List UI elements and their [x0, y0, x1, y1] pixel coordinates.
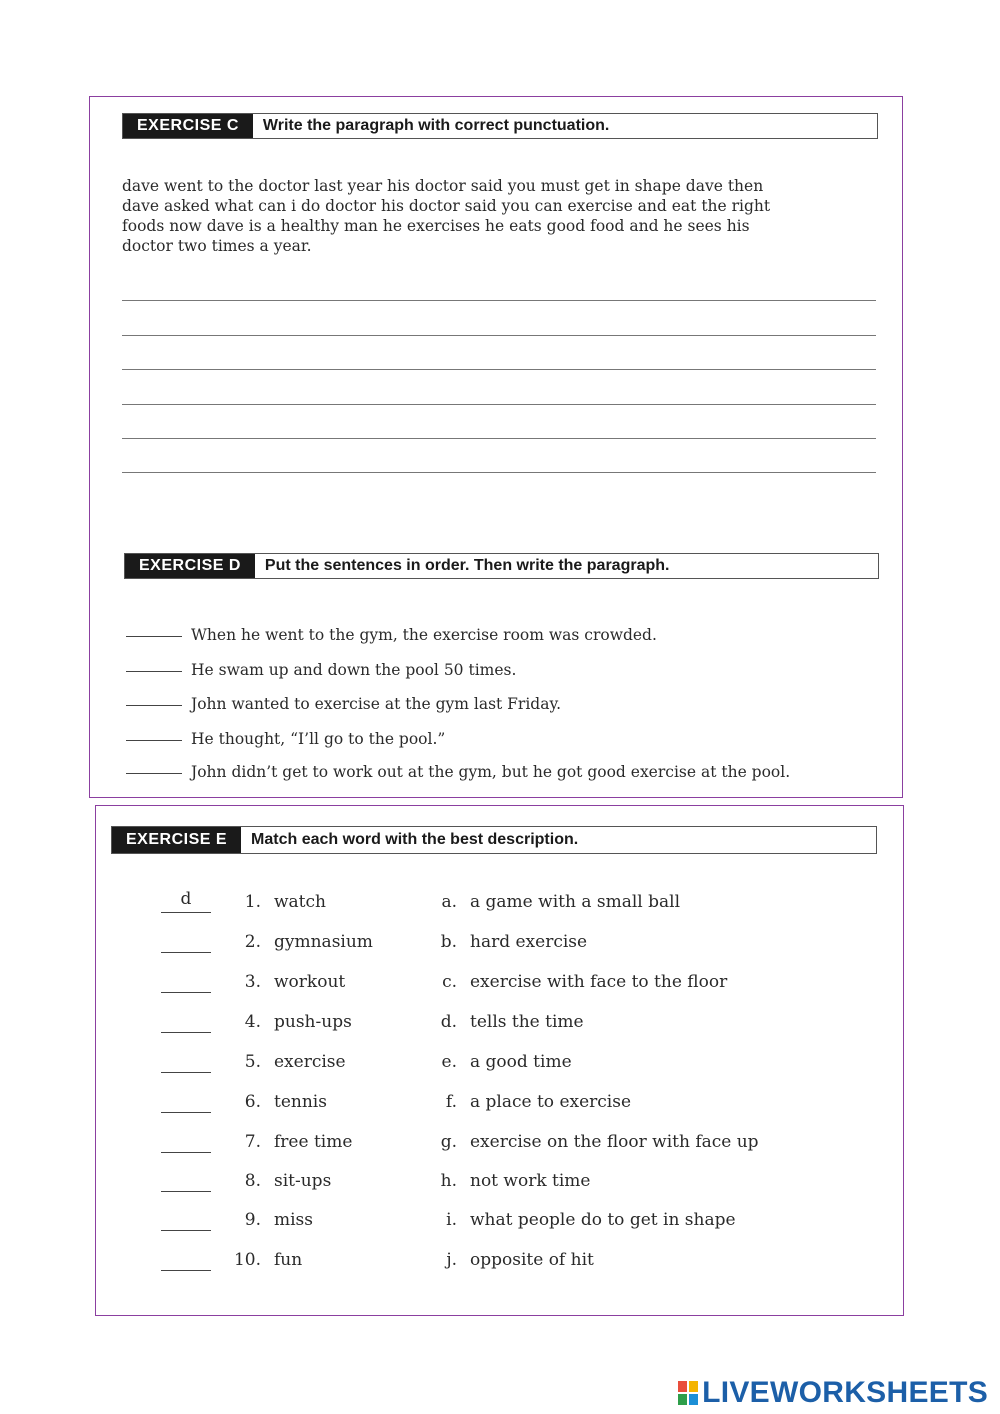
order-blank[interactable] — [126, 739, 182, 741]
match-row — [95, 1050, 895, 1078]
item-description: exercise on the floor with face up — [470, 1132, 759, 1152]
ordering-sentence — [126, 626, 657, 644]
answer-blank[interactable] — [161, 1208, 211, 1231]
sentence-text: He thought, “I’ll go to the pool.” — [191, 730, 446, 748]
desc-letter: a. — [441, 892, 457, 912]
item-number: 8. — [244, 1171, 261, 1191]
order-blank[interactable] — [126, 635, 182, 637]
sentence-text: He swam up and down the pool 50 times. — [191, 661, 517, 679]
paragraph-line: doctor two times a year. — [122, 237, 312, 255]
desc-letter: c. — [442, 972, 457, 992]
writing-line[interactable] — [122, 335, 876, 336]
match-row — [95, 1130, 895, 1158]
exercise-d-tag: EXERCISE D — [125, 554, 255, 578]
item-description: a place to exercise — [470, 1092, 632, 1112]
item-word: sit-ups — [274, 1171, 332, 1191]
item-word: miss — [274, 1210, 314, 1230]
writing-line[interactable] — [122, 438, 876, 439]
writing-line[interactable] — [122, 404, 876, 405]
answer-blank[interactable] — [161, 1090, 211, 1113]
sentence-text: John didn’t get to work out at the gym, but he got good exercise at the pool. — [191, 763, 791, 781]
sentence-text: John wanted to exercise at the gym last Friday. — [191, 695, 562, 713]
order-blank[interactable] — [126, 704, 182, 706]
match-row — [95, 930, 895, 958]
item-number: 5. — [244, 1052, 261, 1072]
match-row — [95, 890, 895, 918]
answer-blank[interactable] — [161, 1010, 211, 1033]
sentence-text: When he went to the gym, the exercise room was crowded. — [191, 626, 657, 644]
item-word: push-ups — [274, 1012, 352, 1032]
item-number: 1. — [244, 892, 261, 912]
liveworksheets-logo — [678, 1376, 988, 1410]
desc-letter: h. — [440, 1171, 457, 1191]
item-description: exercise with face to the floor — [470, 972, 728, 992]
match-row — [95, 1010, 895, 1038]
item-description: a good time — [470, 1052, 572, 1072]
order-blank[interactable] — [126, 772, 182, 774]
exercise-e-tag: EXERCISE E — [112, 827, 241, 853]
desc-letter: e. — [441, 1052, 457, 1072]
answer-blank[interactable] — [161, 1169, 211, 1192]
writing-line[interactable] — [122, 300, 876, 301]
item-description: not work time — [470, 1171, 591, 1191]
item-number: 2. — [244, 932, 261, 952]
item-description: what people do to get in shape — [470, 1210, 736, 1230]
ordering-sentence — [126, 695, 561, 713]
desc-letter: d. — [440, 1012, 457, 1032]
item-word: exercise — [274, 1052, 346, 1072]
item-description: a game with a small ball — [470, 892, 681, 912]
answer-blank[interactable]: d — [161, 890, 211, 913]
exercise-c-header — [122, 113, 878, 139]
item-word: fun — [274, 1250, 303, 1270]
desc-letter: f. — [445, 1092, 457, 1112]
desc-letter: g. — [440, 1132, 457, 1152]
answer-blank[interactable] — [161, 930, 211, 953]
item-number: 9. — [244, 1210, 261, 1230]
paragraph-line: dave asked what can i do doctor his doctor said you can exercise and eat the right — [122, 197, 771, 215]
item-number: 10. — [233, 1250, 261, 1270]
item-word: free time — [274, 1132, 353, 1152]
answer-blank[interactable] — [161, 1050, 211, 1073]
answer-blank[interactable] — [161, 1130, 211, 1153]
answer-blank[interactable] — [161, 970, 211, 993]
exercise-d-header — [124, 553, 879, 579]
match-row — [95, 1248, 895, 1276]
ordering-sentence — [126, 730, 445, 748]
match-row — [95, 1090, 895, 1118]
logo-mark-icon — [678, 1381, 698, 1405]
exercise-e-header — [111, 826, 877, 854]
exercise-c-tag: EXERCISE C — [123, 114, 253, 138]
item-description: hard exercise — [470, 932, 588, 952]
item-number: 6. — [244, 1092, 261, 1112]
desc-letter: i. — [446, 1210, 457, 1230]
desc-letter: j. — [446, 1250, 457, 1270]
match-row — [95, 1208, 895, 1236]
exercise-d-instruction: Put the sentences in order. Then write the paragraph. — [264, 557, 670, 574]
ordering-sentence — [126, 661, 516, 679]
writing-line[interactable] — [122, 472, 876, 473]
item-word: watch — [274, 892, 326, 912]
item-number: 7. — [244, 1132, 261, 1152]
answer-blank[interactable] — [161, 1248, 211, 1271]
item-word: tennis — [274, 1092, 327, 1112]
item-description: opposite of hit — [470, 1250, 594, 1270]
paragraph-line: dave went to the doctor last year his doctor said you must get in shape dave then — [122, 177, 764, 195]
order-blank[interactable] — [126, 670, 182, 672]
logo-text: LIVEWORKSHEETS — [702, 1376, 988, 1409]
item-word: gymnasium — [274, 932, 373, 952]
exercise-c-instruction: Write the paragraph with correct punctuation. — [262, 117, 610, 134]
ordering-sentence — [126, 763, 790, 781]
matching-list — [95, 890, 895, 1290]
item-number: 4. — [244, 1012, 261, 1032]
writing-line[interactable] — [122, 369, 876, 370]
match-row — [95, 970, 895, 998]
exercise-c-paragraph — [122, 176, 882, 256]
paragraph-line: foods now dave is a healthy man he exercises he eats good food and he sees his — [122, 217, 750, 235]
desc-letter: b. — [440, 932, 457, 952]
item-number: 3. — [244, 972, 261, 992]
item-word: workout — [274, 972, 346, 992]
exercise-e-instruction: Match each word with the best description. — [251, 831, 579, 848]
item-description: tells the time — [470, 1012, 584, 1032]
match-row — [95, 1169, 895, 1197]
